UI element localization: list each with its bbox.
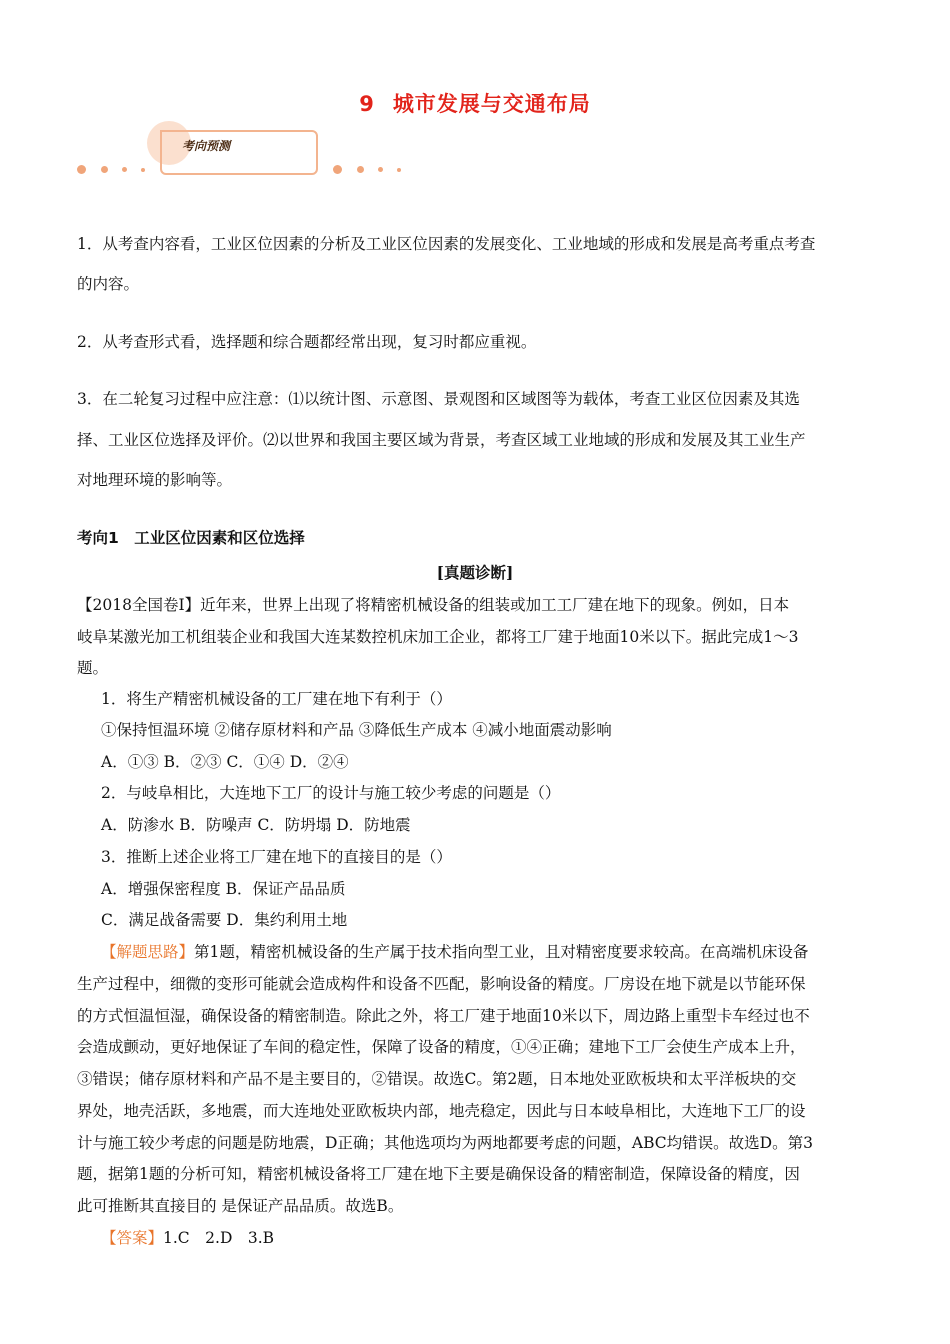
intro-paragraph-3-line-1: 3．在二轮复习过程中应注意：⑴以统计图、示意图、景观图和区域图等为载体，考查工业区位因素及其选 [77,390,800,408]
question-2: 2．与岐阜相比，大连地下工厂的设计与施工较少考虑的问题是（） [101,784,561,802]
decor-dot [378,167,383,172]
decor-dot [357,166,364,173]
decor-dot [333,165,342,174]
decor-dot [141,168,145,172]
badge-label: 考向预测 [182,139,231,153]
question-3: 3．推断上述企业将工厂建在地下的直接目的是（） [101,848,452,866]
page-title: 9 城市发展与交通布局 [359,92,591,116]
analysis-line-1: 【解题思路】第1题，精密机械设备的生产属于技术指向型工业，且对精密度要求较高。在高端机床设备 [101,943,809,961]
question-1-items: ①保持恒温环境 ②储存原材料和产品 ③降低生产成本 ④减小地面震动影响 [101,721,612,739]
intro-paragraph-3-line-3: 对地理环境的影响等。 [77,471,233,489]
question-3-options-2: C．满足战备需要 D．集约利用土地 [101,911,348,929]
analysis-tag: 【解题思路】 [101,943,195,961]
analysis-line-6: 界处，地壳活跃，多地震，而大连地处亚欧板块内部，地壳稳定，因此与日本岐阜相比，大连地下工厂的设 [77,1102,806,1120]
question-2-options: A．防渗水 B．防噪声 C．防坍塌 D．防地震 [101,816,411,834]
analysis-line-9: 此可推断其直接目的 是保证产品品质。故选B。 [77,1197,404,1215]
answer-line: 【答案】1.C 2.D 3.B [101,1229,275,1247]
decor-dot [77,165,86,174]
analysis-line-7: 计与施工较少考虑的问题是防地震，D正确；其他选项均为两地都要考虑的问题，ABC均错误。故选D。第3 [77,1134,813,1152]
decor-dot [122,167,127,172]
decor-dot [101,166,108,173]
analysis-line-4: 会造成颤动，更好地保证了车间的稳定性，保障了设备的精度，①④正确；建地下工厂会使生产成本上升， [77,1038,806,1056]
intro-paragraph-1-line-2: 的内容。 [77,275,140,293]
question-stem-line-1: 【2018全国卷Ⅰ】近年来，世界上出现了将精密机械设备的组装或加工工厂建在地下的现象。例如，日本 [77,596,790,614]
answer-tag: 【答案】 [101,1229,164,1247]
section-heading: 考向1 工业区位因素和区位选择 [77,529,305,547]
decor-dot [397,168,401,172]
intro-paragraph-2: 2．从考查形式看，选择题和综合题都经常出现，复习时都应重视。 [77,333,537,351]
question-1-options: A．①③ B．②③ C．①④ D．②④ [101,753,349,771]
question-1: 1．将生产精密机械设备的工厂建在地下有利于（） [101,690,452,708]
intro-paragraph-1-line-1: 1．从考查内容看，工业区位因素的分析及工业区位因素的发展变化、工业地域的形成和发展是高考重点考查 [77,235,816,253]
intro-paragraph-3-line-2: 择、工业区位选择及评价。⑵以世界和我国主要区域为背景，考查区域工业地域的形成和发展及其工业生产 [77,431,806,449]
question-3-options-1: A．增强保密程度 B．保证产品品质 [101,880,346,898]
analysis-line-3: 的方式恒温恒湿，确保设备的精密制造。除此之外，将工厂建于地面10米以下，周边路上重型卡车经过也不 [77,1007,810,1025]
section-subheading: [真题诊断] [436,563,514,582]
question-stem-line-3: 题。 [77,659,109,677]
analysis-line-8: 题，据第1题的分析可知，精密机械设备将工厂建在地下主要是确保设备的精密制造，保障设备的精度，因 [77,1165,800,1183]
analysis-line-2: 生产过程中，细微的变形可能就会造成构件和设备不匹配，影响设备的精度。厂房设在地下就是以节能环保 [77,975,806,993]
question-stem-line-2: 岐阜某激光加工机组装企业和我国大连某数控机床加工企业，都将工厂建于地面10米以下。据此完成1～3 [77,628,799,646]
analysis-line-5: ③错误；储存原材料和产品不是主要目的，②错误。故选C。第2题，日本地处亚欧板块和太平洋板块的交 [77,1070,797,1088]
